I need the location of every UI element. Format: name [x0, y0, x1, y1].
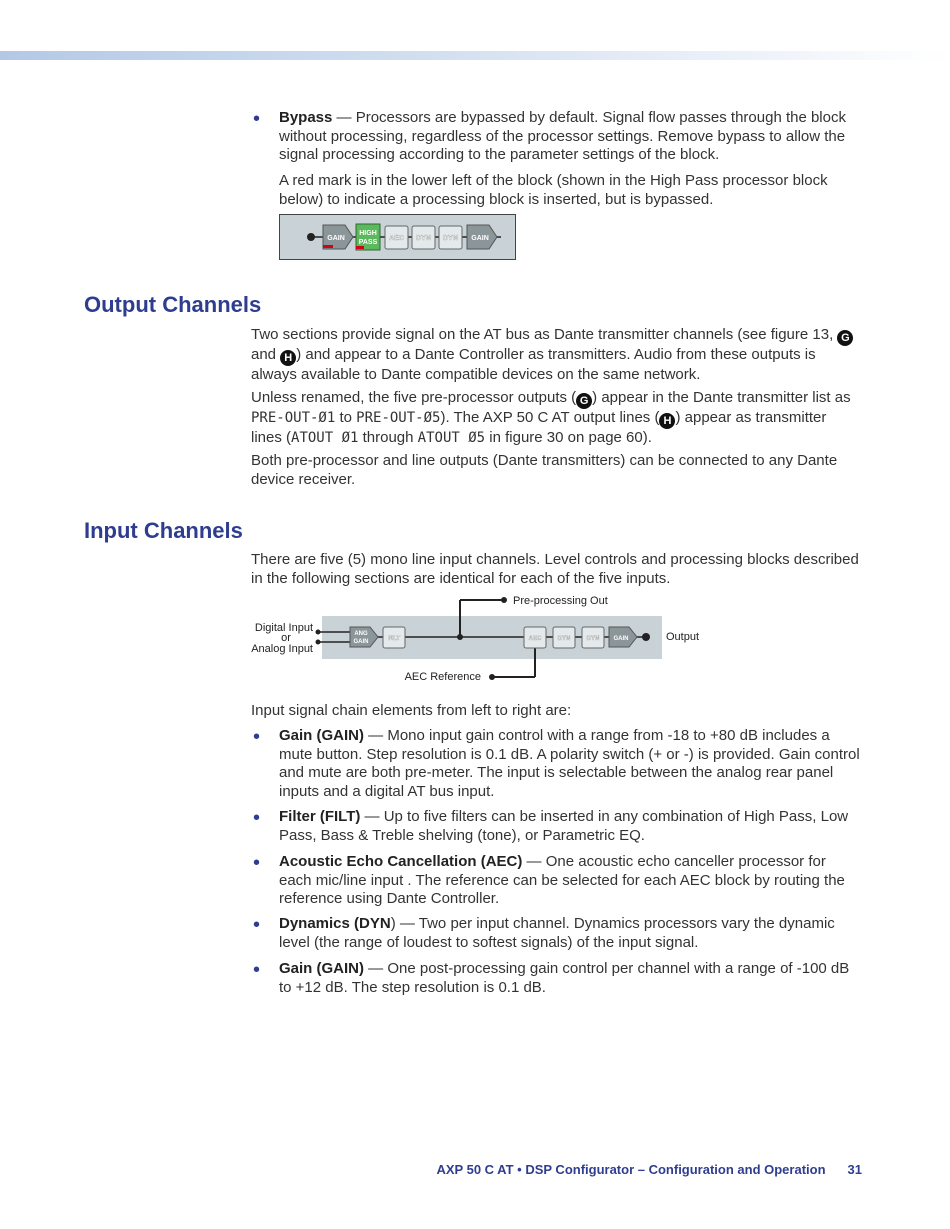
svg-text:DYN: DYN	[443, 235, 458, 242]
dyn-block-1	[412, 226, 435, 249]
svg-text:GAIN: GAIN	[471, 235, 489, 242]
aec-block	[385, 226, 408, 249]
bypass-note: A red mark is in the lower left of the block (shown in the High Pass processor block below) to indicate a processing block is inserted, but is bypassed.	[279, 172, 828, 208]
digital-input-label: Digital Input	[254, 622, 313, 634]
bullet-marker	[253, 856, 263, 866]
section-heading-input-channels: Input Channels	[84, 518, 243, 543]
callout-g-badge: G	[576, 393, 592, 409]
svg-text:FILT: FILT	[387, 636, 401, 642]
list-item: Gain (GAIN) — One post-processing gain control per channel with a range of -100 dB to +12 dB. The step resolution is 0.1 dB.	[279, 960, 850, 996]
callout-h-badge: H	[280, 350, 296, 366]
bypass-paragraph: Bypass — Processors are bypassed by default. Signal flow passes through the block without processing, regardless of the processor settings. Remove bypass to allow the signal processing according to the parameter settings of the block.	[279, 109, 846, 164]
dyn-block-1	[553, 627, 575, 648]
list-item: Gain (GAIN) — Mono input gain control with a range from -18 to +80 dB includes a mute button. Step resolution is 0.1 dB. A polarity switch (+ or -) is provided. Gain control and mute are both pre-meter. The input is selectable between the analog rear panel inputs and a digital AT bus input.	[279, 727, 860, 800]
filt-block	[383, 627, 405, 648]
list-item: Dynamics (DYN) — Two per input channel. Dynamics processors vary the dynamic level (the range of loudest to softest signals) of the input signal.	[279, 915, 835, 951]
svg-text:ANG: ANG	[354, 631, 368, 637]
svg-text:AEC: AEC	[389, 235, 404, 242]
bullet-marker	[253, 963, 263, 973]
page-footer	[436, 1162, 862, 1177]
pre-processing-out-label: Pre-processing Out	[513, 595, 608, 607]
chain-intro: Input signal chain elements from left to right are:	[251, 702, 572, 719]
bullet-marker	[253, 811, 263, 821]
svg-text:DYN: DYN	[586, 636, 600, 642]
analog-input-label: Analog Input	[251, 643, 313, 655]
dyn-block-2	[439, 226, 462, 249]
svg-text:DYN: DYN	[416, 235, 431, 242]
svg-text:AEC: AEC	[528, 636, 542, 642]
footer-title: AXP 50 C AT • DSP Configurator – Configuration and Operation	[436, 1162, 826, 1177]
input-intro: There are five (5) mono line input channels. Level controls and processing blocks described in the following sections are identical for each of the five inputs.	[251, 551, 859, 587]
output-paragraph-3: Both pre-processor and line outputs (Dante transmitters) can be connected to any Dante device receiver.	[251, 452, 838, 488]
svg-text:HIGH: HIGH	[359, 230, 377, 237]
svg-text:PASS: PASS	[358, 239, 378, 246]
bypass-diagram	[279, 214, 516, 260]
bullet-marker	[253, 918, 263, 928]
list-item: Filter (FILT) — Up to five filters can be inserted in any combination of High Pass, Low Pass, Bass & Treble shelving (tone), or Parametric EQ.	[279, 808, 849, 844]
output-paragraph-2: Unless renamed, the five pre-processor outputs ( G ) appear in the Dante transmitter list as PRE-OUT-Ø1 to PRE-OUT-Ø5). The AXP 50 C AT output lines ( H ) appear as transmitter lines (ATOUT Ø1 through ATOUT Ø5 in figure 30 on page 60).	[251, 389, 851, 446]
svg-text:GAIN: GAIN	[327, 235, 345, 242]
aec-block	[524, 627, 546, 648]
or-label: or	[281, 632, 291, 644]
bullet-marker	[253, 730, 263, 740]
dyn-block-2	[582, 627, 604, 648]
output-label: Output	[666, 631, 700, 643]
section-heading-output-channels: Output Channels	[84, 292, 262, 317]
input-chain-diagram	[240, 590, 720, 690]
list-item: Acoustic Echo Cancellation (AEC) — One acoustic echo canceller processor for each mic/line input . The reference can be selected for each AEC block by routing the reference using Dante Controller.	[279, 853, 845, 908]
high-pass-block	[356, 224, 380, 250]
svg-text:DYN: DYN	[557, 636, 571, 642]
svg-text:GAIN: GAIN	[613, 636, 629, 642]
aec-reference-label: AEC Reference	[404, 671, 481, 683]
callout-h-badge: H	[659, 413, 675, 429]
callout-g-badge: G	[837, 330, 853, 346]
svg-text:GAIN: GAIN	[353, 639, 369, 645]
output-paragraph-1: Two sections provide signal on the AT bus as Dante transmitter channels (see figure 13, G and H ) and appear to a Dante Controller as transmitters. Audio from these outputs is always available to Dante compatible devices on the same network.	[251, 326, 861, 385]
page-number: 31	[847, 1162, 862, 1177]
header-bar	[0, 51, 950, 60]
bypass-mark	[323, 245, 333, 248]
bullet-marker	[253, 112, 263, 122]
